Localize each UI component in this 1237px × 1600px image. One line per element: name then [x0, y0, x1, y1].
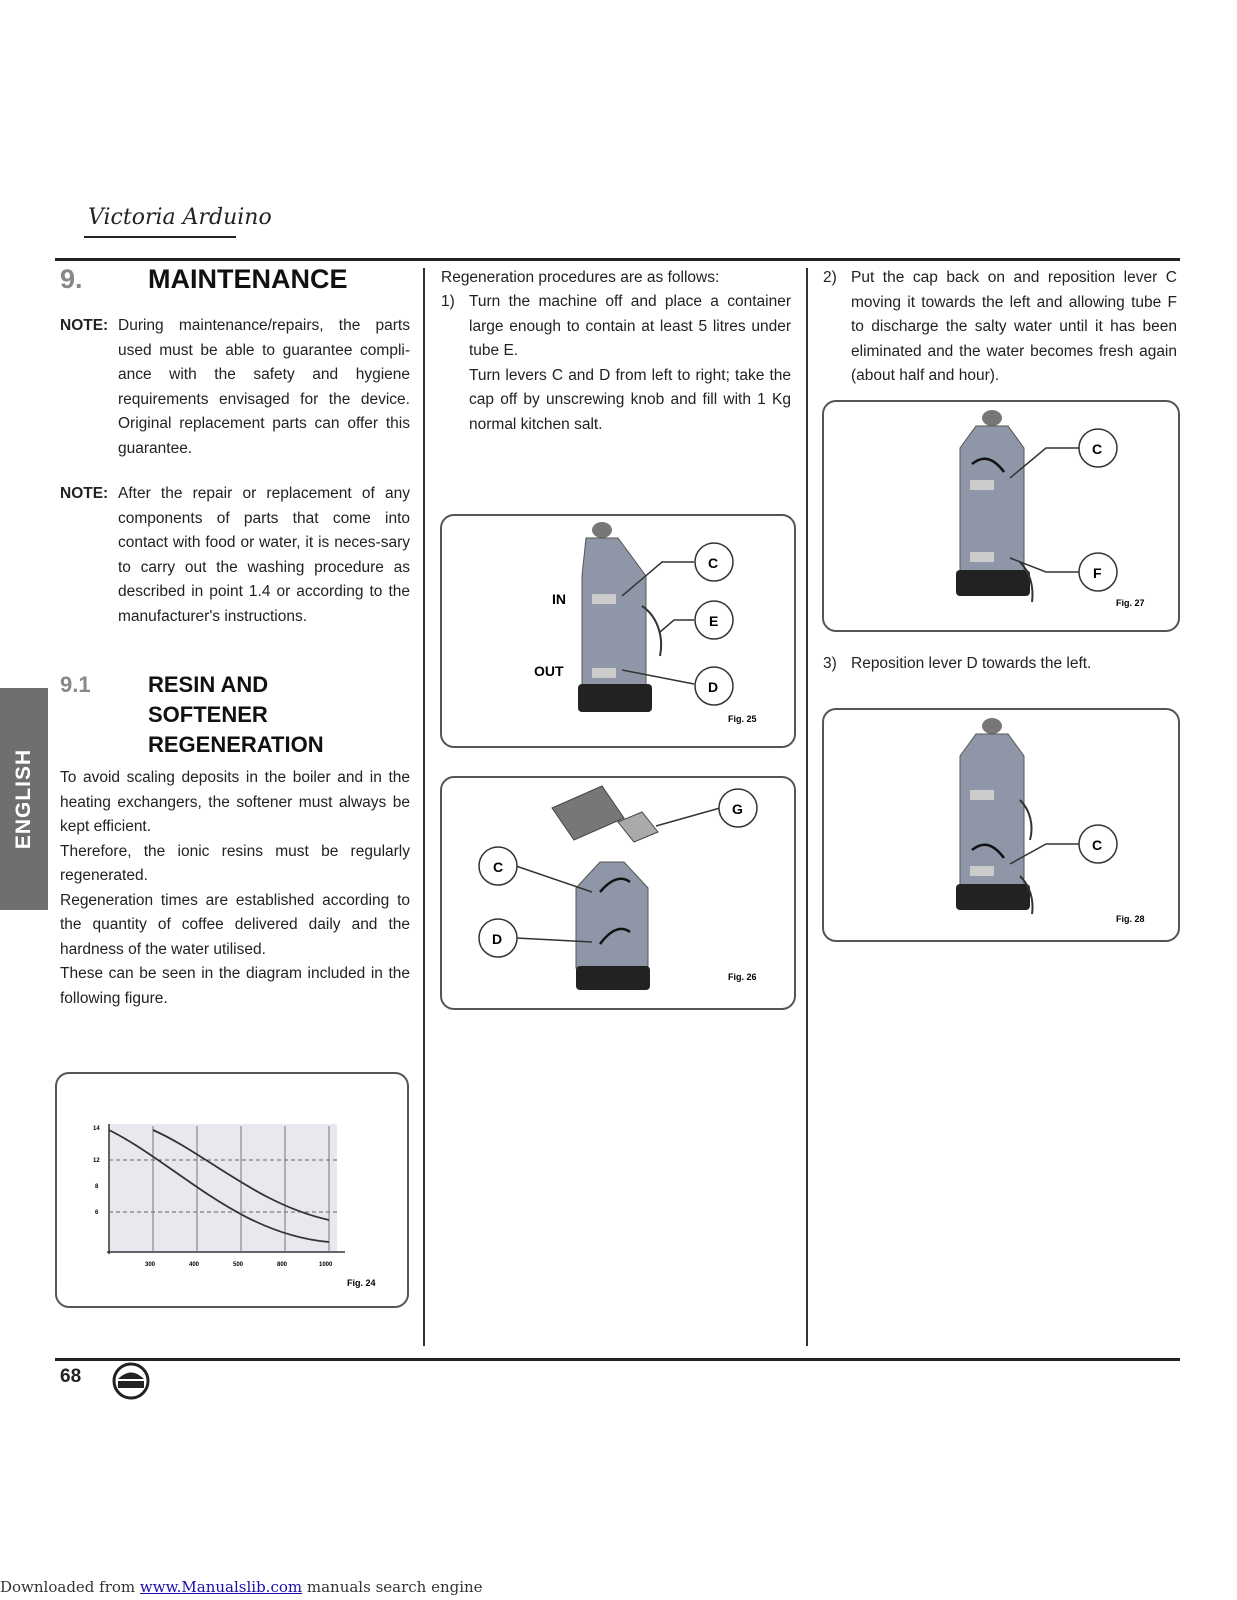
- cap: [618, 812, 658, 842]
- x-tick-label: 500: [233, 1262, 244, 1268]
- valve: [970, 552, 994, 562]
- step-number: 2): [823, 269, 837, 286]
- note-label: NOTE:: [60, 485, 109, 502]
- valve: [970, 866, 994, 876]
- softener-tank: [582, 538, 646, 686]
- step-text: Reposition lever D towards the left.: [851, 655, 1092, 672]
- brand-logo: Victoria Arduino: [88, 205, 272, 230]
- top-rule: [55, 258, 1180, 261]
- callout-label: C: [1092, 837, 1103, 853]
- figure-label: Fig. 28: [1116, 914, 1145, 924]
- valve: [970, 480, 994, 490]
- section-number: 9.: [60, 264, 83, 294]
- lever-c-diagram: [824, 402, 1178, 630]
- subsection-number: 9.1: [60, 672, 91, 697]
- regeneration-chart: [57, 1074, 407, 1306]
- column-divider: [423, 268, 425, 1346]
- callout-label: D: [492, 931, 503, 947]
- softener-tank: [576, 862, 648, 968]
- x-tick-label: 800: [277, 1262, 288, 1268]
- paragraph: Therefore, the ionic resins must be regularly regenerated.: [60, 842, 410, 884]
- y-tick-label: 6: [95, 1210, 99, 1216]
- leader-line: [660, 620, 694, 632]
- figure-label: Fig. 27: [1116, 598, 1145, 608]
- step-number: 1): [441, 293, 455, 310]
- leader-line: [656, 808, 720, 826]
- y-tick-label: 14: [93, 1126, 100, 1132]
- step-number: 3): [823, 655, 837, 672]
- procedure-step: [823, 652, 1177, 677]
- y-tick-label: 8: [95, 1184, 99, 1190]
- softener-knob: [982, 718, 1002, 734]
- callout-label: D: [708, 679, 719, 695]
- x-tick-label: 1000: [319, 1262, 333, 1268]
- leader-line: [516, 866, 592, 892]
- softener-base: [578, 684, 652, 712]
- lever-d-diagram: [824, 710, 1178, 940]
- procedure-step: [441, 290, 791, 437]
- logo-underline: [84, 236, 236, 238]
- softener-knob: [592, 522, 612, 538]
- valve-in: [592, 594, 616, 604]
- step-text: Turn levers C and D from left to right; take the cap off by unscrewing knob and fill with 1 Kg normal kitchen salt.: [469, 366, 791, 433]
- step-text: Turn the machine off and place a container large enough to contain at least 5 litres under tube E.: [469, 293, 791, 359]
- x-tick-label: 400: [189, 1262, 200, 1268]
- figure-24: [55, 1072, 409, 1308]
- paragraph: To avoid scaling deposits in the boiler and in the heating exchangers, the softener must always be kept efficient.: [60, 769, 410, 835]
- figure-label: Fig. 26: [728, 972, 757, 982]
- manualslib-link[interactable]: www.Manualslib.com: [139, 1578, 303, 1596]
- footer-suffix: manuals search engine: [302, 1578, 483, 1596]
- paragraph: These can be seen in the diagram included in the following figure.: [60, 965, 410, 1007]
- softener-diagram: [442, 516, 794, 746]
- callout-label: C: [708, 555, 719, 571]
- figure-label: Fig. 24: [347, 1278, 376, 1288]
- note-label: NOTE:: [60, 317, 109, 334]
- softener-base: [956, 884, 1030, 910]
- valve: [970, 790, 994, 800]
- softener-tank: [960, 426, 1024, 572]
- in-label: IN: [552, 591, 566, 607]
- language-tab-label: ENGLISH: [12, 748, 35, 850]
- paragraph: Regeneration times are established according to the quantity of coffee delivered daily and the hardness of the water utilised.: [60, 891, 410, 958]
- salt-container: [552, 786, 624, 840]
- footer-prefix: Downloaded from: [0, 1578, 140, 1596]
- out-label: OUT: [534, 663, 564, 679]
- subsection-title: RESIN AND SOFTENER REGENERATION: [148, 672, 324, 757]
- valve-out: [592, 668, 616, 678]
- figure-26: [440, 776, 796, 1010]
- chart-plot-area: [109, 1124, 337, 1252]
- bottom-rule: [55, 1358, 1180, 1361]
- download-footer: [0, 1578, 483, 1596]
- page-number: 68: [60, 1366, 82, 1387]
- note-block: [60, 314, 410, 461]
- softener-tank: [960, 734, 1024, 886]
- section-title: MAINTENANCE: [148, 264, 348, 294]
- note-block: [60, 482, 410, 629]
- note-text: During maintenance/repairs, the parts used must be able to guarantee compli-ance with the safety and hygiene requirements envisaged for the device. Original replacement parts can offer this guarantee.: [118, 317, 410, 457]
- procedure-intro: Regeneration procedures are as follows:: [441, 269, 720, 286]
- figure-25: [440, 514, 796, 748]
- callout-label: G: [732, 801, 743, 817]
- body-text: [60, 766, 410, 1011]
- softener-base: [956, 570, 1030, 596]
- callout-label: F: [1093, 565, 1102, 581]
- y-tick-label: 12: [93, 1158, 100, 1164]
- x-tick-label: 300: [145, 1262, 156, 1268]
- brand-seal-icon: [112, 1362, 150, 1400]
- callout-label: C: [493, 859, 504, 875]
- language-tab: [0, 688, 48, 910]
- softener-knob: [982, 410, 1002, 426]
- figure-27: [822, 400, 1180, 632]
- note-text: After the repair or replacement of any components of parts that come into contact with food or water, it is neces-sary to carry out the washing procedure as described in point 1.4 or according to the manufacturer's instructions.: [118, 485, 410, 625]
- figure-28: [822, 708, 1180, 942]
- step-text: Put the cap back on and reposition lever C moving it towards the left and allowing tube F to discharge the salty water until it has been eliminated and the water becomes fresh again (about half and hour).: [851, 269, 1177, 384]
- callout-label: E: [709, 613, 719, 629]
- column-divider: [806, 268, 808, 1346]
- softener-base: [576, 966, 650, 990]
- procedure-step: [823, 266, 1177, 389]
- figure-label: Fig. 25: [728, 714, 757, 724]
- callout-label: C: [1092, 441, 1103, 457]
- salt-fill-diagram: [442, 778, 794, 1008]
